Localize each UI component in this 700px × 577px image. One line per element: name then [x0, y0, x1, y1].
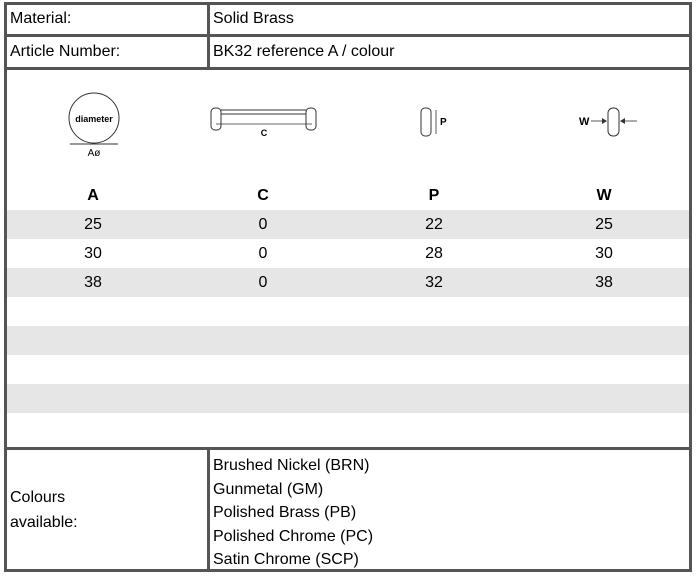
colour-item: Brushed Nickel (BRN) — [213, 457, 370, 474]
colours-row — [7, 450, 689, 569]
cell-c: 0 — [258, 274, 268, 291]
colours-label-line2: available: — [10, 513, 78, 531]
material-value: Solid Brass — [213, 10, 294, 27]
knob-caption: Aø — [87, 148, 101, 158]
handle-length-icon — [210, 106, 320, 146]
table-row — [7, 355, 689, 384]
cell-a: 30 — [84, 245, 102, 262]
handle-c-text: C — [260, 128, 268, 138]
table-row — [7, 210, 689, 239]
spec-sheet — [4, 2, 692, 572]
article-row — [7, 37, 689, 70]
colour-item: Polished Chrome (PC) — [213, 527, 374, 545]
cell-a: 25 — [84, 216, 102, 233]
header-w: W — [596, 187, 612, 204]
table-row — [7, 268, 689, 297]
material-row — [7, 5, 689, 37]
dimensions-section — [7, 70, 689, 450]
cell-w: 30 — [595, 245, 613, 262]
header-c: C — [257, 187, 269, 204]
cell-w: 38 — [595, 274, 613, 291]
table-row — [7, 384, 689, 413]
projection-icon — [419, 106, 459, 146]
cell-p: 28 — [425, 245, 443, 262]
table-row — [7, 326, 689, 355]
knob-diameter-text: diameter — [75, 114, 113, 124]
colours-list — [210, 450, 689, 569]
projection-p-text: P — [440, 117, 447, 128]
header-a: A — [87, 187, 99, 204]
table-header — [7, 187, 689, 209]
colour-item: Gunmetal (GM) — [213, 480, 324, 498]
colours-label-line1: Colours — [10, 488, 66, 506]
cell-p: 22 — [425, 216, 443, 233]
article-label: Article Number: — [7, 37, 210, 67]
colour-item: Satin Chrome (SCP) — [213, 551, 359, 568]
cell-c: 0 — [258, 245, 268, 262]
width-w-text: W — [579, 116, 590, 128]
table-row — [7, 413, 689, 442]
cell-a: 38 — [84, 274, 102, 291]
colour-item: Polished Brass (PB) — [213, 504, 357, 521]
table-row — [7, 297, 689, 326]
cell-c: 0 — [258, 216, 268, 233]
material-label: Material: — [7, 5, 210, 34]
knob-diameter-icon — [64, 88, 124, 158]
cell-w: 25 — [595, 216, 613, 233]
width-icon — [577, 104, 647, 146]
article-value: BK32 reference A / colour — [213, 43, 395, 60]
colours-label — [7, 450, 210, 569]
cell-p: 32 — [425, 274, 443, 291]
table-row — [7, 239, 689, 268]
dimension-diagrams — [7, 88, 689, 168]
header-p: P — [428, 187, 440, 204]
